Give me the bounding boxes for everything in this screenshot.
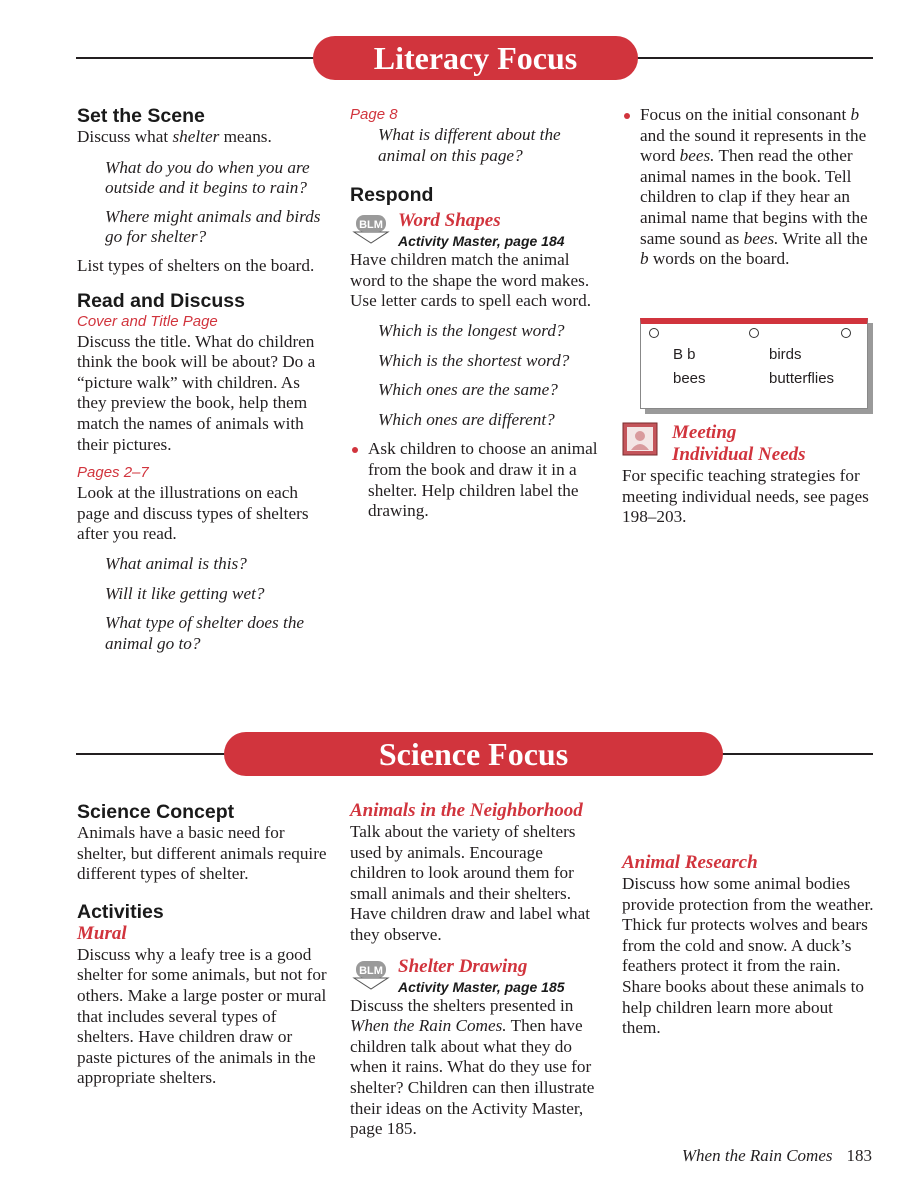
read-discuss-question-1: What animal is this? xyxy=(105,553,247,573)
word-shapes-master: Activity Master, page 184 xyxy=(398,233,565,250)
card-hole xyxy=(841,328,851,338)
mural-subheading: Mural xyxy=(77,922,127,944)
respond-paragraph: Have children match the animal word to the shape the word makes. Use letter cards to spell each word. xyxy=(350,250,592,311)
meeting-needs-icon xyxy=(622,422,658,456)
respond-question-1: Which is the longest word? xyxy=(378,320,565,340)
footer-book-title: When the Rain Comes xyxy=(681,1146,833,1165)
literacy-banner-row xyxy=(76,36,873,86)
word-shapes-title: Word Shapes xyxy=(398,210,501,232)
word-shapes-activity xyxy=(350,210,600,250)
svg-text:BLM: BLM xyxy=(359,964,383,977)
respond-question-4: Which ones are different? xyxy=(378,409,555,429)
card-hole xyxy=(749,328,759,338)
science-column-1 xyxy=(77,801,327,1089)
respond-question-3: Which ones are the same? xyxy=(378,380,558,400)
activities-heading: Activities xyxy=(77,900,164,923)
meeting-needs-paragraph: For specific teaching strategies for meeting individual needs, see pages 198–203. xyxy=(622,466,869,527)
respond-bullet: Ask children to choose an animal from the book and draw it in a shelter. Help children label the drawing. xyxy=(350,439,600,521)
focus-consonant-bullet: Focus on the initial consonant b and the sound it represents in the word bees. Then read the other animal names in the book. Tell children to clap if they hear an animal name that begins with the same sound as bees. Write all the b words on the board. xyxy=(622,105,872,270)
card-word-birds: birds xyxy=(769,346,802,363)
page-8-question: What is different about the animal on this page? xyxy=(378,125,561,165)
science-banner-row xyxy=(76,732,873,782)
card-word-butterflies: butterflies xyxy=(769,370,835,387)
mural-paragraph: Discuss why a leafy tree is a good shelter for some animals, but not for others. Make a large poster or mural that includes several types of shelters. Have children draw or paste pictures of the animals in the appropriate shelters. xyxy=(77,944,327,1088)
page-8-subheading: Page 8 xyxy=(350,106,398,123)
read-discuss-paragraph-2: Look at the illustrations on each page and discuss types of shelters after you read. xyxy=(77,483,309,544)
shelter-drawing-paragraph-start: Discuss the shelters presented in When the Rain Comes. Then have children talk about what they do when it rains. What do they use for shelter? Children can then illustrate their ideas on the Activity Master, page 185. xyxy=(350,995,595,1139)
literacy-focus-banner: Literacy Focus xyxy=(313,36,638,80)
literacy-column-2 xyxy=(350,105,600,522)
card-hole xyxy=(649,328,659,338)
meeting-needs-section xyxy=(622,422,872,528)
literacy-column-1 xyxy=(77,105,327,654)
science-focus-banner: Science Focus xyxy=(224,732,723,776)
read-discuss-question-2: Will it like getting wet? xyxy=(105,583,265,603)
blm-badge-icon xyxy=(350,958,392,990)
animal-research-subheading: Animal Research xyxy=(622,852,758,873)
page-footer xyxy=(682,1146,872,1166)
neighborhood-paragraph: Talk about the variety of shelters used by animals. Encourage children to look around them for small animals and their shelters. Have children draw and label what they observe. xyxy=(350,822,591,944)
meeting-needs-title-1: Meeting xyxy=(672,422,737,443)
shelter-drawing-master: Activity Master, page 185 xyxy=(398,978,565,995)
set-scene-intro: Discuss what shelter means. xyxy=(77,127,272,146)
blm-badge-icon xyxy=(350,212,392,244)
set-scene-question-2: Where might animals and birds go for shelter? xyxy=(105,206,321,247)
respond-heading: Respond xyxy=(350,184,434,207)
cover-title-subheading: Cover and Title Page xyxy=(77,312,218,330)
read-discuss-paragraph-1: Discuss the title. What do children think the book will be about? Do a “picture walk” with children. As they preview the book, help them match the names of animals with their pictures. xyxy=(77,331,316,454)
read-discuss-question-3: What type of shelter does the animal go to? xyxy=(105,613,305,653)
shelter-drawing-activity xyxy=(350,956,602,996)
literacy-column-3 xyxy=(622,105,872,270)
science-column-2 xyxy=(350,800,602,1140)
neighborhood-subheading: Animals in the Neighborhood xyxy=(350,800,583,821)
respond-question-2: Which is the shortest word? xyxy=(378,350,570,370)
science-concept-paragraph: Animals have a basic need for shelter, but different animals require different types of shelter. xyxy=(77,823,327,884)
set-scene-question-1: What do you do when you are outside and it begins to rain? xyxy=(105,157,310,198)
page-number: 183 xyxy=(846,1146,872,1165)
shelter-drawing-title: Shelter Drawing xyxy=(398,955,528,977)
set-scene-outro: List types of shelters on the board. xyxy=(77,255,315,275)
word-card xyxy=(640,318,868,409)
card-word-bees: bees xyxy=(673,370,706,387)
science-concept-heading: Science Concept xyxy=(77,801,235,823)
pages-2-7-subheading: Pages 2–7 xyxy=(77,464,149,482)
card-word-bb: B b xyxy=(673,346,696,363)
meeting-needs-title-2: Individual Needs xyxy=(672,444,806,465)
read-discuss-heading: Read and Discuss xyxy=(77,289,245,312)
animal-research-paragraph: Discuss how some animal bodies provide protection from the weather. Thick fur protects wolves and bears from the cold and snow. A duck’s feathers protect it from the rain. Share books about these animals to help children learn more about them. xyxy=(622,874,874,1038)
svg-text:BLM: BLM xyxy=(359,219,383,232)
science-column-3 xyxy=(622,800,874,1039)
set-scene-heading: Set the Scene xyxy=(77,105,205,127)
